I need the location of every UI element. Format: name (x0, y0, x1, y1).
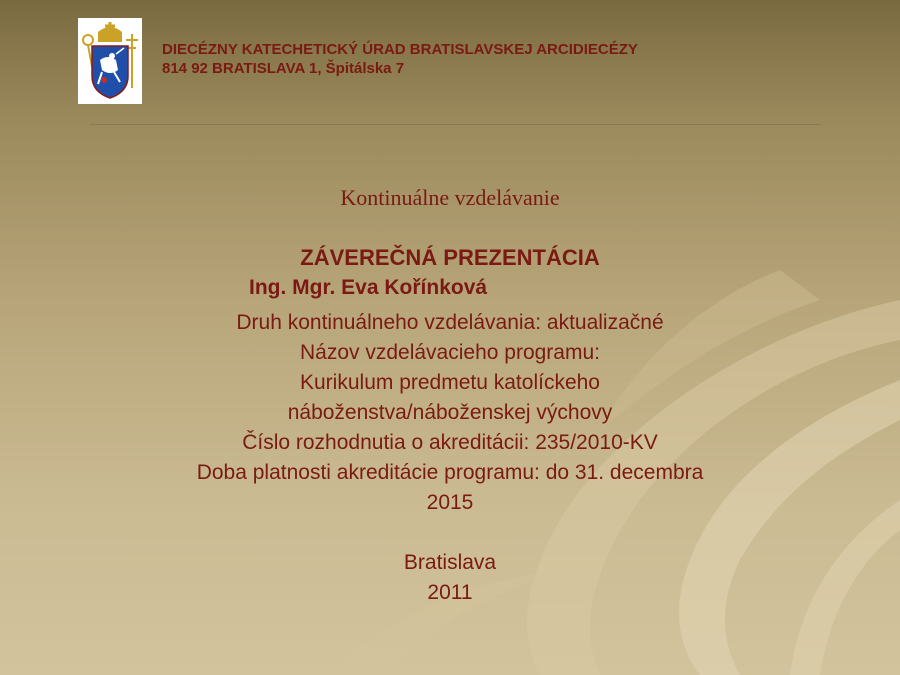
slide-title: ZÁVEREČNÁ PREZENTÁCIA (300, 245, 600, 270)
detail-line: Číslo rozhodnutia o akreditácii: 235/2010-KV (242, 431, 658, 454)
institution-name: DIECÉZNY KATECHETICKÝ ÚRAD BRATISLAVSKEJ ARCIDIECÉZY (162, 41, 638, 58)
blank-line (0, 518, 900, 548)
header-divider (90, 124, 820, 125)
author-name: Ing. Mgr. Eva Kořínková (249, 276, 488, 299)
presentation-details (0, 308, 900, 608)
detail-line: Kurikulum predmetu katolíckeho (300, 371, 600, 394)
institution-address: 814 92 BRATISLAVA 1, Špitálska 7 (162, 60, 405, 77)
archdiocese-coat-of-arms-logo (78, 18, 142, 104)
detail-line: 2015 (426, 491, 474, 514)
detail-line: Druh kontinuálneho vzdelávania: aktualizačné (236, 311, 664, 334)
institution-header (162, 40, 638, 78)
detail-line: Názov vzdelávacieho programu: (300, 341, 600, 364)
year-line: 2011 (427, 581, 473, 604)
detail-line: Doba platnosti akreditácie programu: do 31. decembra (196, 461, 704, 484)
location-line: Bratislava (403, 551, 497, 574)
slide-subtitle: Kontinuálne vzdelávanie (340, 185, 560, 210)
detail-line: náboženstva/náboženskej výchovy (287, 401, 613, 424)
